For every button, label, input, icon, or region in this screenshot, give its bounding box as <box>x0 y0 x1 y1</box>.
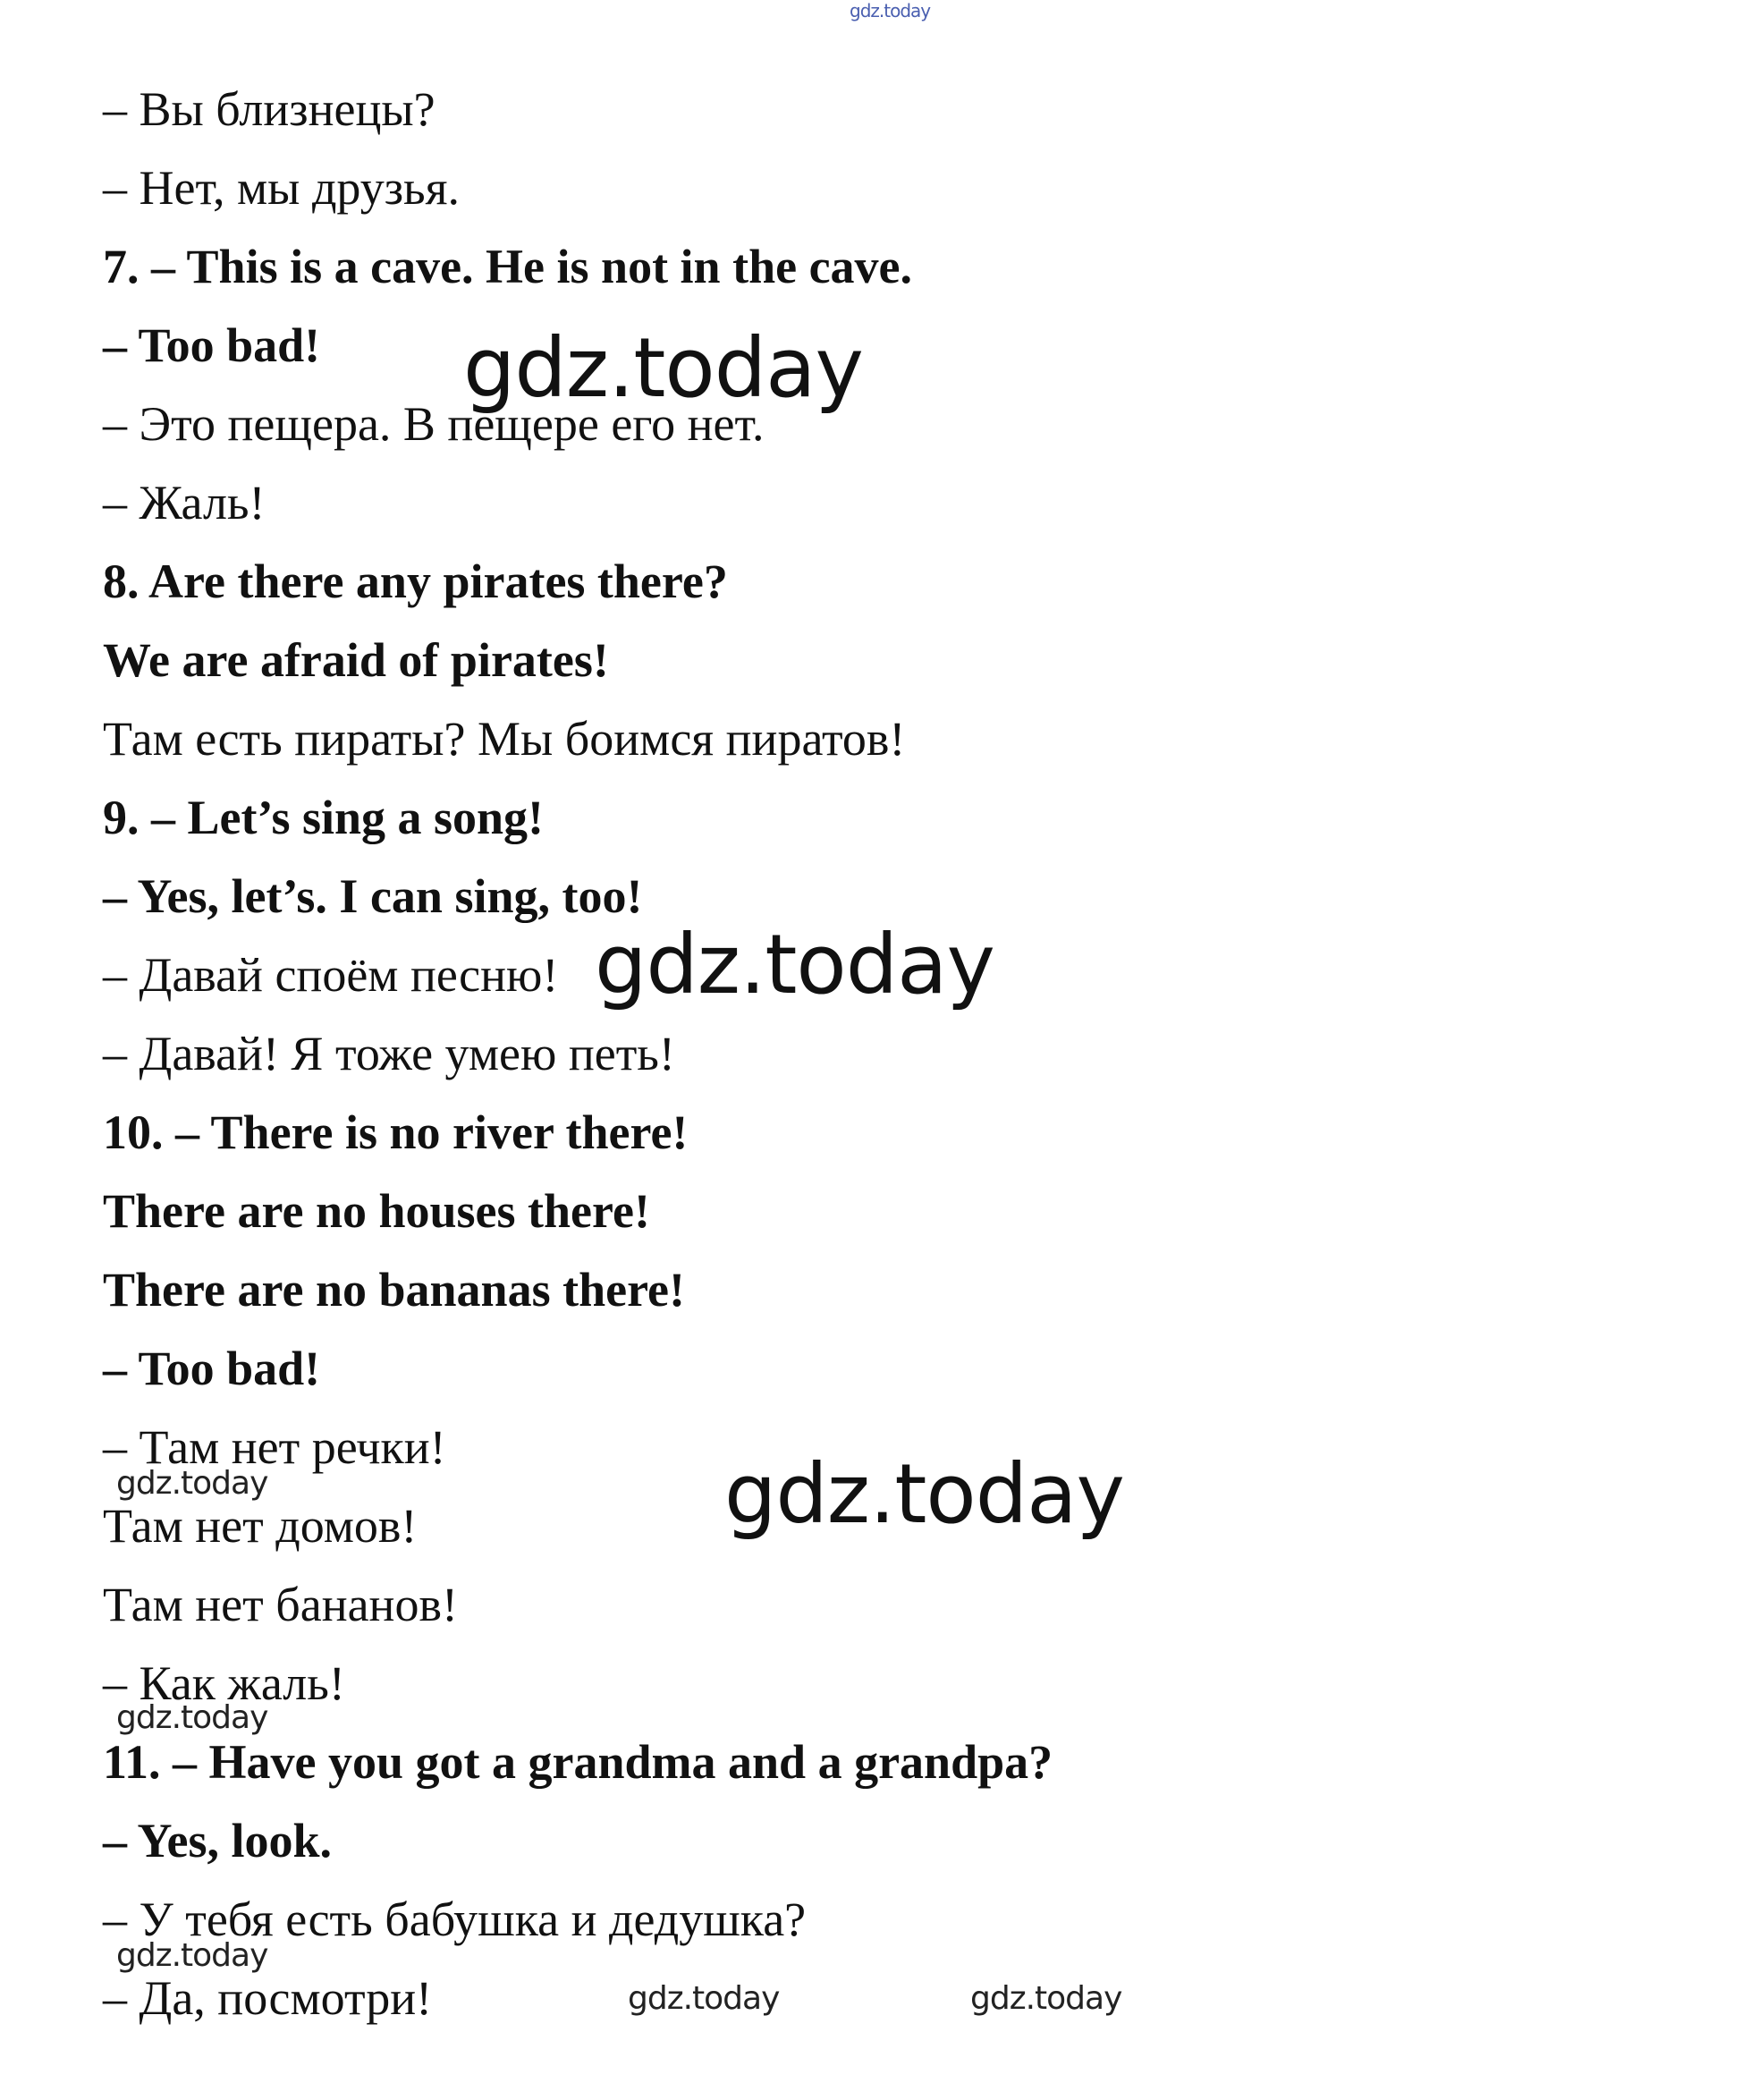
text-line: Там нет домов! <box>103 1499 418 1553</box>
text-line: – Yes, let’s. I can sing, too! <box>103 869 643 923</box>
watermark: gdz.today <box>463 320 863 416</box>
text-line: – Давай! Я тоже умею петь! <box>103 1027 675 1080</box>
watermark: gdz.today <box>628 1980 780 2017</box>
text-line: 10. – There is no river there! <box>103 1105 689 1159</box>
text-line: – Давай споём песню! <box>103 948 559 1002</box>
watermark: gdz.today <box>116 1937 268 1974</box>
text-line: – Вы близнецы? <box>103 82 436 136</box>
text-line: 8. Are there any pirates there? <box>103 555 728 608</box>
text-line: – Too bad! <box>103 318 321 372</box>
text-line: 11. – Have you got a grandma and a grandpa? <box>103 1735 1053 1789</box>
text-line: There are no bananas there! <box>103 1263 686 1317</box>
text-line: – Yes, look. <box>103 1814 333 1867</box>
text-line: – Это пещера. В пещере его нет. <box>103 397 765 451</box>
text-line: – Как жаль! <box>103 1656 345 1710</box>
text-line: There are no houses there! <box>103 1184 650 1238</box>
watermark: gdz.today <box>595 917 994 1012</box>
text-line: – У тебя есть бабушка и дедушка? <box>103 1893 807 1946</box>
text-line: 9. – Let’s sing a song! <box>103 791 545 844</box>
text-line: Там нет бананов! <box>103 1578 458 1631</box>
watermark: gdz.today <box>724 1446 1124 1542</box>
watermark: gdz.today <box>970 1980 1122 2017</box>
text-line: – Жаль! <box>103 476 266 529</box>
text-line: We are afraid of pirates! <box>103 633 609 687</box>
text-line: – Да, посмотри! <box>103 1971 433 2025</box>
watermark: gdz.today <box>116 1465 268 1502</box>
text-line: – Там нет речки! <box>103 1420 446 1474</box>
text-line: 7. – This is a cave. He is not in the cave. <box>103 240 913 293</box>
watermark: gdz.today <box>116 1699 268 1736</box>
text-line: – Нет, мы друзья. <box>103 161 461 215</box>
text-line: – Too bad! <box>103 1342 321 1395</box>
header-watermark: gdz.today <box>850 0 931 21</box>
text-line: Там есть пираты? Мы боимся пиратов! <box>103 712 906 766</box>
